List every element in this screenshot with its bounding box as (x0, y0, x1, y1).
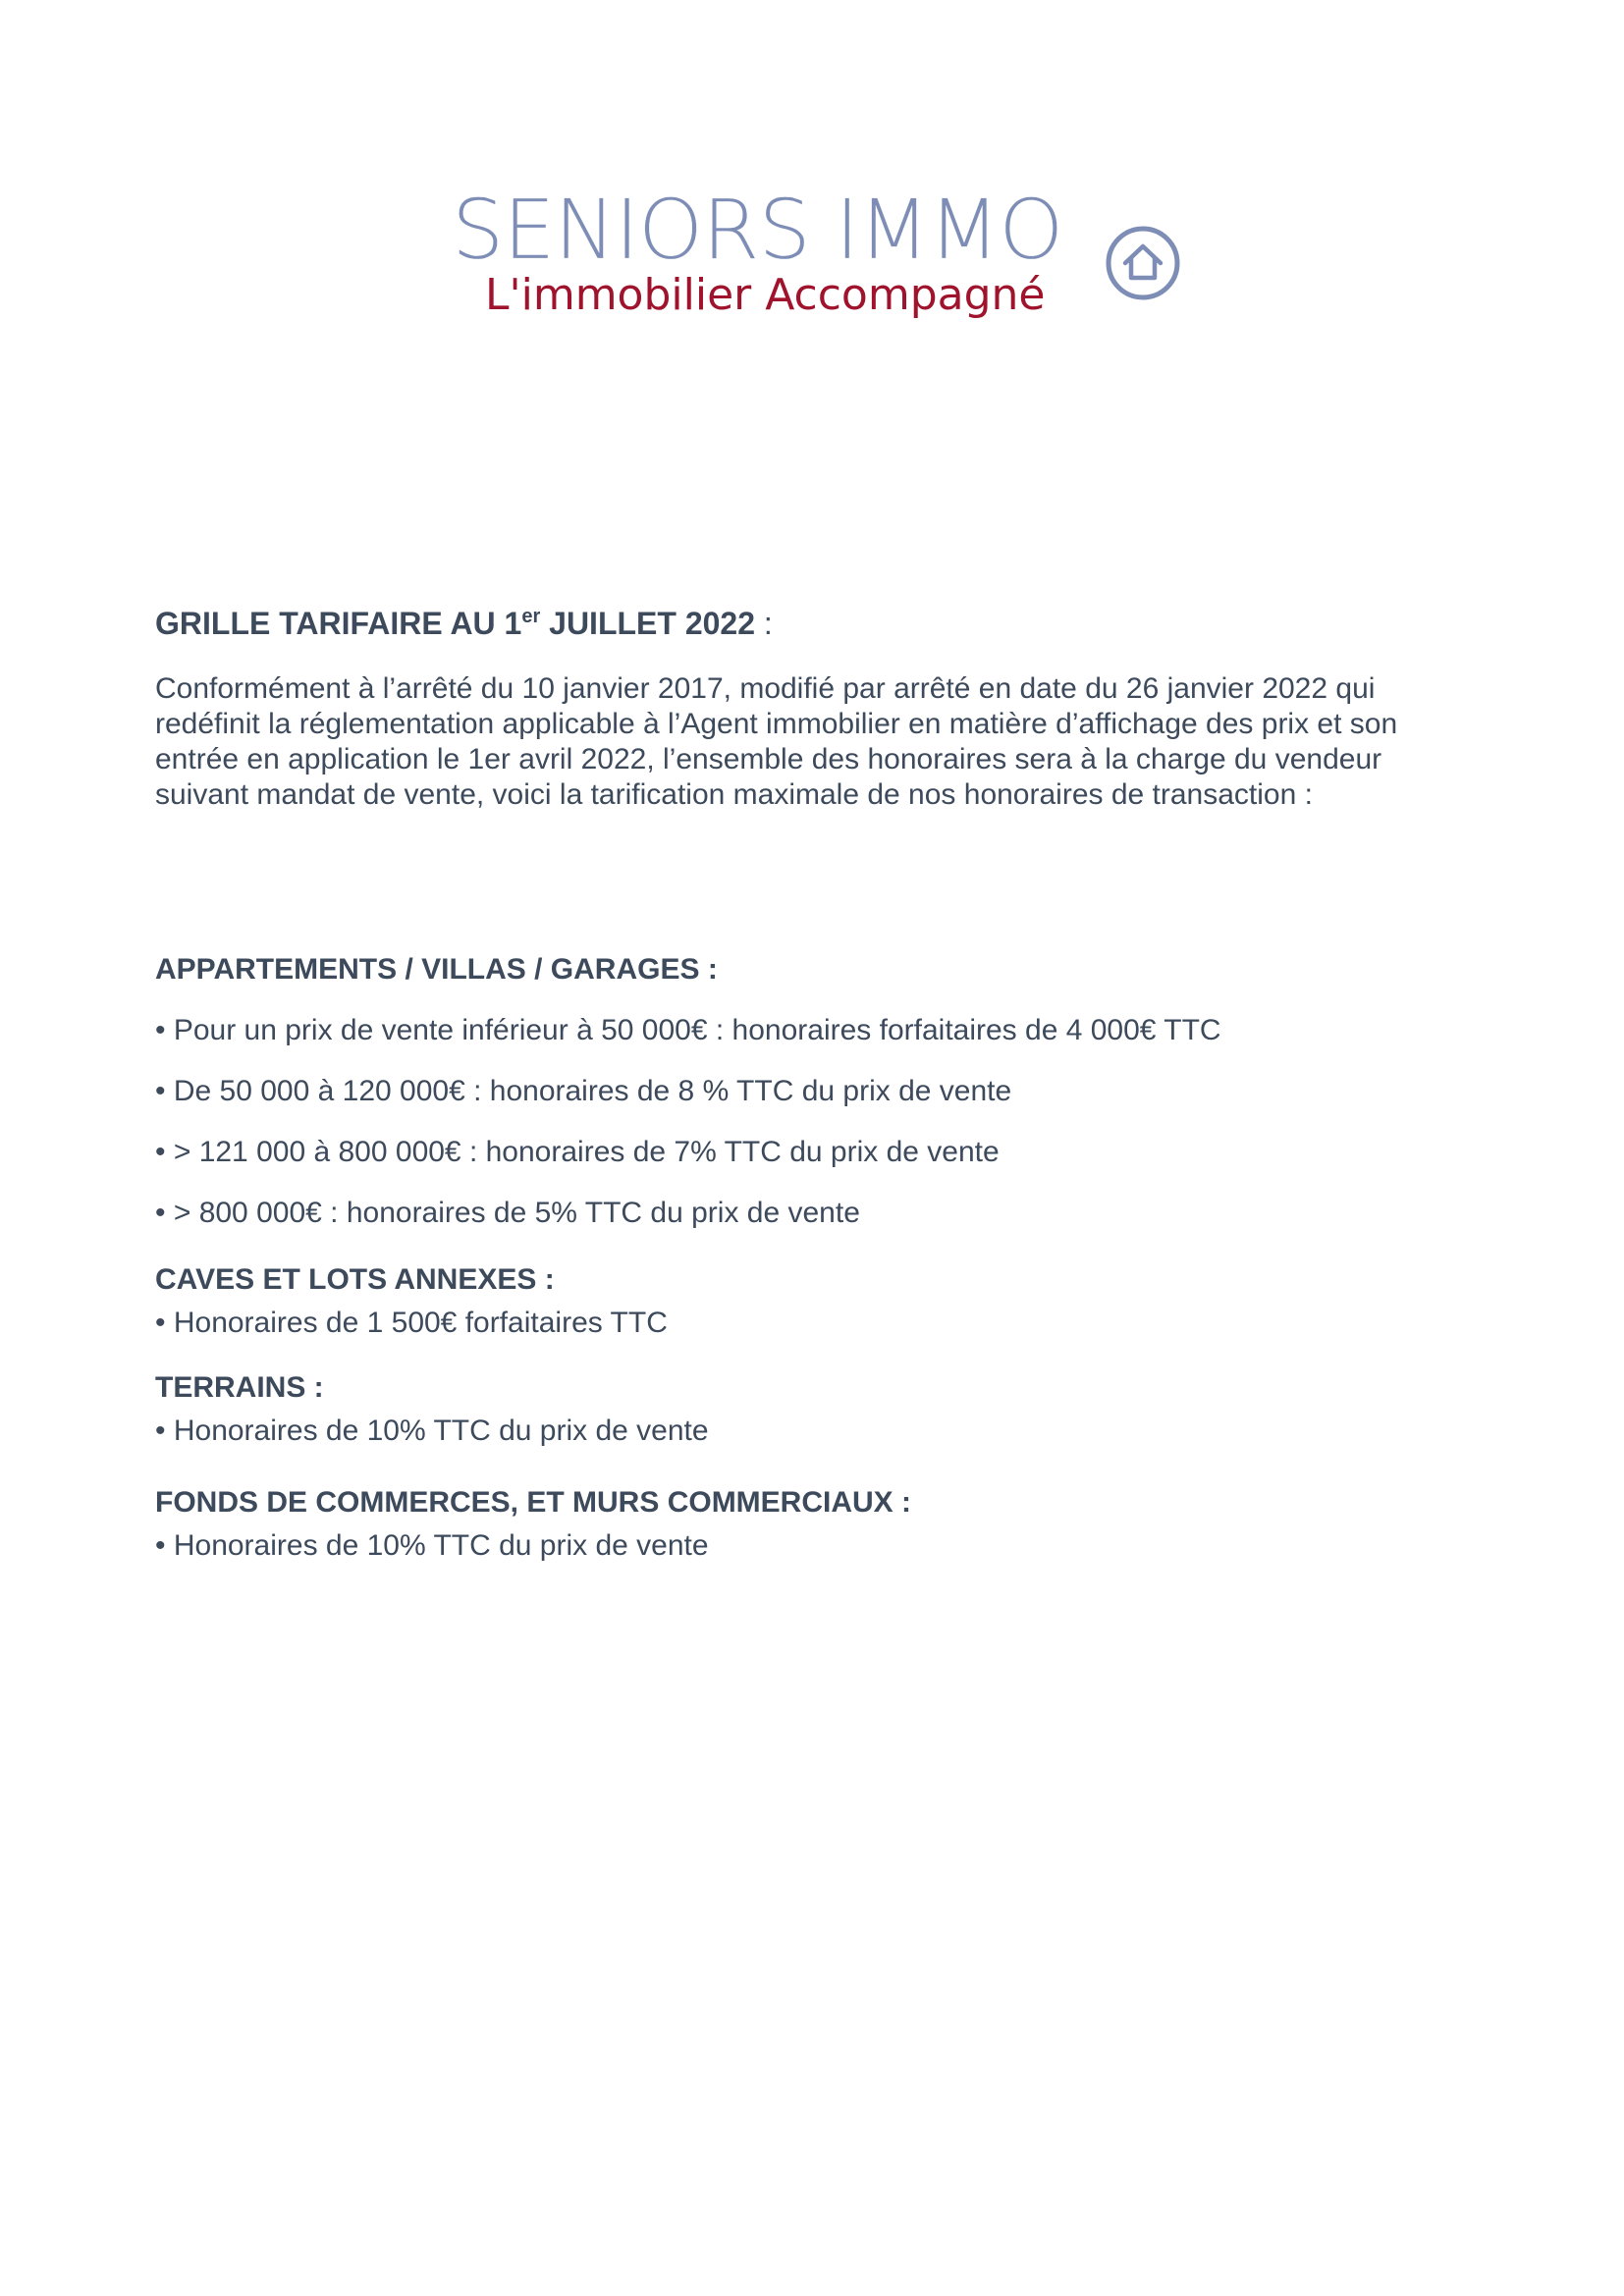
list-item: • Honoraires de 10% TTC du prix de vente (155, 1529, 709, 1563)
list-item: • > 121 000 à 800 000€ : honoraires de 7% TTC du prix de vente (155, 1136, 1000, 1169)
section-title-caves: CAVES ET LOTS ANNEXES : (155, 1263, 555, 1297)
section-title-fonds-commerces: FONDS DE COMMERCES, ET MURS COMMERCIAUX : (155, 1486, 912, 1520)
logo-brand-name: SENIORS IMMO (452, 182, 1063, 278)
list-item: • Honoraires de 10% TTC du prix de vente (155, 1415, 709, 1448)
page-title: GRILLE TARIFAIRE AU 1er JUILLET 2022 : (155, 606, 773, 641)
section-title-terrains: TERRAINS : (155, 1371, 324, 1405)
section-title-appartements: APPARTEMENTS / VILLAS / GARAGES : (155, 953, 718, 987)
intro-paragraph: Conformément à l’arrêté du 10 janvier 2017, modifié par arrêté en date du 26 janvier 2022 qui redéfinit la réglementation applicable à l’Agent immobilier en matière d’affichage des prix et son entrée en application le 1er avril 2022, l’ensemble des honoraires sera à la charge du vendeur suivant mandat de vente, voici la tarification maximale de nos honoraires de transaction : (155, 672, 1398, 812)
list-item: • > 800 000€ : honoraires de 5% TTC du prix de vente (155, 1197, 860, 1230)
list-item: • De 50 000 à 120 000€ : honoraires de 8 % TTC du prix de vente (155, 1075, 1012, 1108)
list-item: • Honoraires de 1 500€ forfaitaires TTC (155, 1307, 668, 1340)
document-body (155, 605, 1481, 1564)
company-logo (452, 182, 1198, 336)
list-item: • Pour un prix de vente inférieur à 50 000€ : honoraires forfaitaires de 4 000€ TTC (155, 1014, 1221, 1047)
logo-tagline: L'immobilier Accompagné (485, 270, 1046, 320)
house-circle-icon (1104, 224, 1182, 302)
